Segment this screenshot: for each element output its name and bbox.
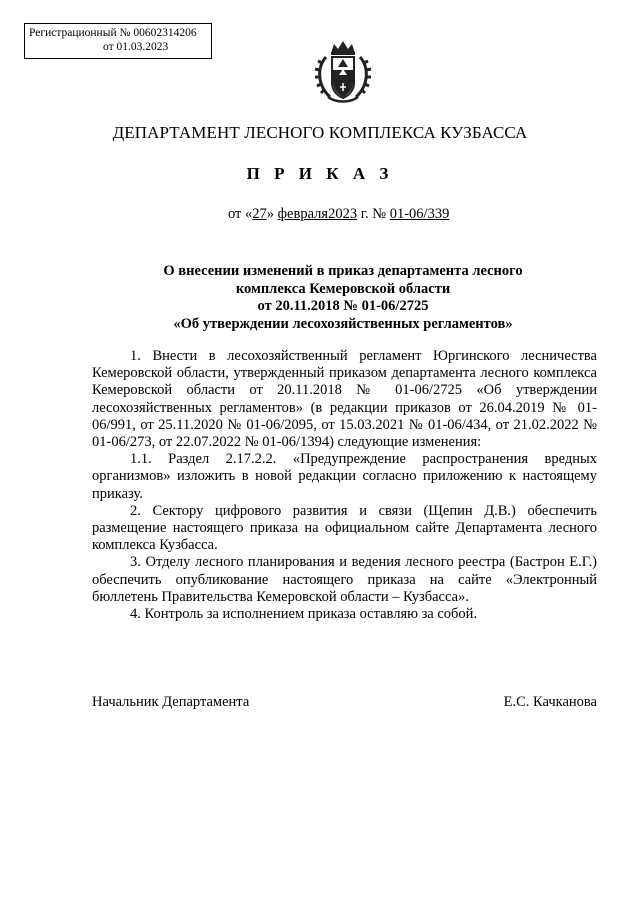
subject-line: О внесении изменений в приказ департамента лесного [163, 263, 523, 279]
paragraph-2: 2. Сектору цифрового развития и связи (Щепин Д.В.) обеспечить размещение настоящего приказа на официальном сайте Департамента лесного комплекса Кузбасса. [92, 502, 597, 554]
subject-line: комплекса Кемеровской области [235, 280, 451, 297]
year-suffix: г. № [357, 206, 390, 222]
date-separator: » [266, 206, 278, 222]
subject-line: от 20.11.2018 № 01-06/2725 [257, 298, 429, 314]
coat-of-arms-icon [312, 39, 374, 105]
order-date-number [228, 206, 449, 223]
order-month: февраля [277, 206, 329, 222]
document-type: П Р И К А З [246, 164, 394, 183]
signatory-name: Е.С. Качканова [503, 694, 597, 710]
registration-stamp [24, 23, 212, 59]
paragraph-1-1: 1.1. Раздел 2.17.2.2. «Предупреждение распространения вредных организмов» изложить в новой редакции согласно приложению к настоящему приказу. [92, 451, 597, 502]
registration-number: Регистрационный № 00602314206 [29, 27, 197, 39]
order-day: 27 [252, 206, 267, 222]
paragraph-1: 1. Внести в лесохозяйственный регламент Юргинского лесничества Кемеровской области, утвержденный приказом департамента лесного комплекса Кемеровской области от 20.11.2018 № 01-06/2725 «Об утверждении лесохозяйственных регламентов» (в редакции приказов от 26.04.2019 № 01-06/991, от 25.11.2020 № 01-06/2095, от 15.03.2021 № 01-06/434, от 21.02.2022 № 01-06/273, от 22.07.2022 № 01-06/1394) следующие изменения: [92, 348, 597, 451]
paragraph-3: 3. Отделу лесного планирования и ведения лесного реестра (Бастрон Е.Г.) обеспечить опубликование настоящего приказа на сайте «Электронный бюллетень Правительства Кемеровской области – Кузбасса». [92, 554, 597, 605]
subject-line: «Об утверждении лесохозяйственных регламентов» [173, 315, 513, 332]
order-year: 2023 [328, 206, 358, 222]
registration-date: от 01.03.2023 [103, 41, 169, 53]
paragraph-4: 4. Контроль за исполнением приказа оставляю за собой. [130, 606, 478, 623]
order-subject [140, 263, 546, 333]
order-number: 01-06/339 [389, 206, 450, 222]
department-name: ДЕПАРТАМЕНТ ЛЕСНОГО КОМПЛЕКСА КУЗБАССА [112, 123, 528, 142]
order-body [92, 348, 597, 623]
date-prefix: от « [228, 206, 253, 222]
signatory-title: Начальник Департамента [92, 694, 250, 710]
